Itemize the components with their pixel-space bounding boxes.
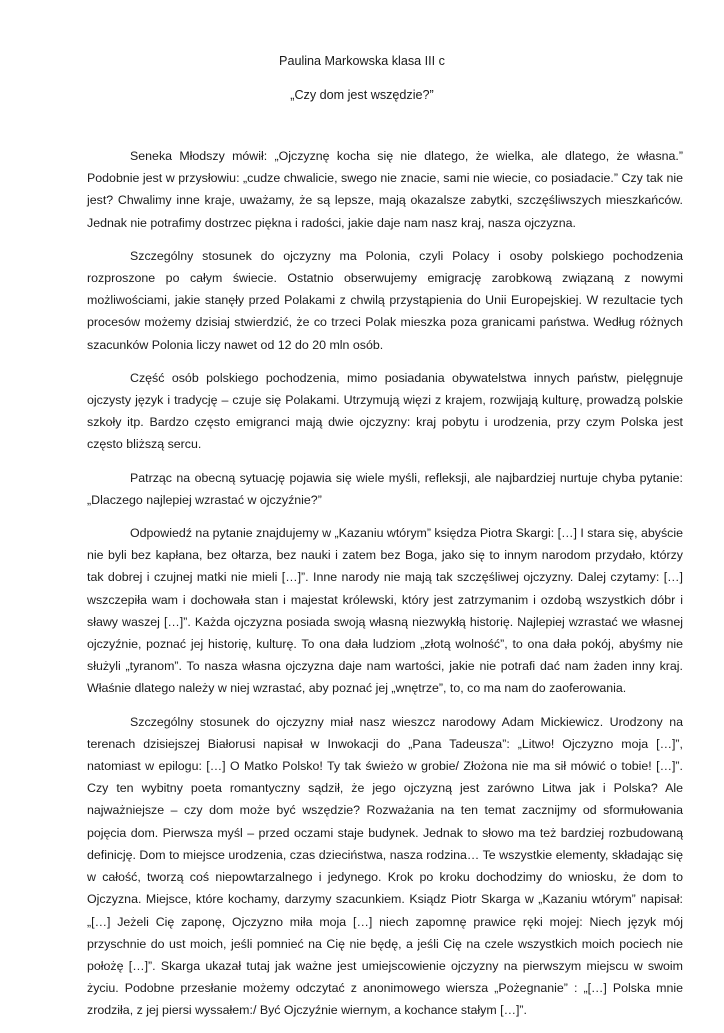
paragraph-5: Odpowiedź na pytanie znajdujemy w „Kazaniu wtórym” księdza Piotra Skargi: […] I stara się, abyście nie byli bez kapłana, bez ołtarza, bez nauki i zatem bez Boga, jako się to innym narodom przydało, którzy tak dobrej i czujnej matki nie mieli […]”. Inne narody nie mają tak szczęśliwej ojczyzny. Dalej czytamy: […] wszczepiła wam i dochowała stan i majestat królewski, który jest zatrzymanim i ozdobą wszystkich dóbr i sławy waszej […]”. Każda ojczyzna posiada swoją własną niezwykłą historię. Najlepiej wzrastać we własnej ojczyźnie, poznać jej historię, kulturę. To ona dała ludziom „złotą wolność”, to ona dała pokój, abyśmy nie służyli „tyranom”. To nasza własna ojczyzna daje nam wartości, jakie nie potrafi dać nam żaden inny kraj. Właśnie dlatego należy w niej wzrastać, aby poznać jej „wnętrze”, to, co ma nam do zaoferowania. xyxy=(87,526,683,696)
paragraph-4: Patrząc na obecną sytuację pojawia się wiele myśli, refleksji, ale najbardziej nurtuje chyba pytanie: „Dlaczego najlepiej wzrastać w ojczyźnie?” xyxy=(87,470,683,507)
essay-body xyxy=(87,145,683,1033)
paragraph-1: Seneka Młodszy mówił: „Ojczyznę kocha się nie dlatego, że wielka, ale dlatego, że własna.” Podobnie jest w przysłowiu: „cudze chwalicie, swego nie znacie, sami nie wiecie, co posiadacie.” Czy tak nie jest? Chwalimy inne kraje, uważamy, że są lepsze, mają okazalsze zabytki, szczęśliwszych mieszkańców. Jednak nie potrafimy dostrzec piękna i radości, jakie daje nam nasz kraj, nasza ojczyzna. xyxy=(87,149,683,230)
essay-title: „Czy dom jest wszędzie?” xyxy=(290,88,434,102)
paragraph-2: Szczególny stosunek do ojczyzny ma Polonia, czyli Polacy i osoby polskiego pochodzenia rozproszone po całym świecie. Ostatnio obserwujemy emigrację zarobkową związaną z nowymi możliwościami, jakie stanęły przed Polakami z chwilą przystąpienia do Unii Europejskiej. W rezultacie tych procesów możemy dzisiaj stwierdzić, że co trzeci Polak mieszka poza granicami państwa. Według różnych szacunków Polonia liczy nawet od 12 do 20 mln osób. xyxy=(87,248,683,352)
paragraph-6: Szczególny stosunek do ojczyzny miał nasz wieszcz narodowy Adam Mickiewicz. Urodzony na terenach dzisiejszej Białorusi napisał w Inwokacji do „Pana Tadeusza”: „Litwo! Ojczyzno moja […]”, natomiast w epilogu: […] O Matko Polsko! Ty tak świeżo w grobie/ Złożona nie ma sił mówić o tobie! […]”. Czy ten wybitny poeta romantyczny sądził, że jego ojczyzną jest zarówno Litwa jak i Polska? Ale najważniejsze – czy dom może być wszędzie? Rozważania na ten temat zacznijmy od sformułowania pojęcia dom. Pierwsza myśl – przed oczami staje budynek. Jednak to słowo ma też bardziej rozbudowaną definicję. Dom to miejsce urodzenia, czas dzieciństwa, nasza rodzina… Te wszystkie elementy, składając się w całość, tworzą coś niepowtarzalnego i jedynego. Krok po kroku dochodzimy do wniosku, że dom to Ojczyzna. Miejsce, które kochamy, darzymy szacunkiem. Ksiądz Piotr Skarga w „Kazaniu wtórym” napisał: „[…] Jeżeli Cię zaponę, Ojczyzno miła moja […] niech zapomnę prawice ręki mojej: Niech język mój przyschnie do ust moich, jeśli pomnieć na Cię nie będę, a jeśli Cię na czele wszystkich moich pociech nie położę […]”. Skarga ukazał tutaj jak ważne jest umiejscowienie ojczyzny na pierwszym miejscu w swoim życiu. Podobne przesłanie możemy odczytać z anonimowego wiersza „Pożegnanie” : „[…] Polska mnie zrodziła, z jej piersi wyssałem:/ Być Ojczyźnie wiernym, a kochance stałym […]”. xyxy=(87,714,683,1018)
author-line: Paulina Markowska klasa III c xyxy=(279,54,445,68)
paragraph-3: Część osób polskiego pochodzenia, mimo posiadania obywatelstwa innych państw, pielęgnuje ojczysty język i tradycję – czuje się Polakami. Utrzymują więzi z krajem, rozwijają kulturę, prowadzą polskie szkoły itp. Bardzo często emigranci mają dwie ojczyzny: kraj pobytu i urodzenia, przy czym Polska jest często bliższą sercu. xyxy=(87,370,683,452)
